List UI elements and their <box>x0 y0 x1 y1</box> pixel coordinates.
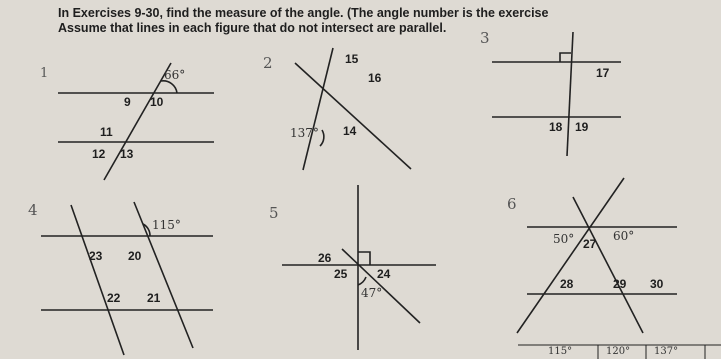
fig3-angle-19: 19 <box>575 120 589 134</box>
fig6-angle-28: 28 <box>560 277 574 291</box>
fig4-angle-21: 21 <box>147 291 161 305</box>
instructions-line-2: Assume that lines in each figure that do not intersect are parallel. <box>58 21 447 35</box>
fig1-angle-11: 11 <box>100 125 113 139</box>
fig5-right-angle-mark <box>358 252 370 265</box>
fig2-given-angle: 137° <box>290 126 319 140</box>
fig4-given-angle: 115° <box>152 218 181 232</box>
answer-value-3: 137° <box>654 346 679 357</box>
fig5-angle-26: 26 <box>318 251 332 265</box>
figure-6 <box>517 178 677 333</box>
fig4-transversal-left <box>71 205 124 355</box>
fig4-angle-22: 22 <box>107 291 121 305</box>
fig3-label: 3 <box>480 29 490 47</box>
fig6-transversal-a <box>573 197 643 333</box>
fig3-right-angle-mark <box>560 53 571 62</box>
fig5-angle-24: 24 <box>377 267 391 281</box>
fig2-label: 2 <box>263 54 273 72</box>
fig1-angle-9: 9 <box>124 95 131 109</box>
fig5-given-angle: 47° <box>361 286 383 300</box>
fig6-angle-27: 27 <box>583 237 597 251</box>
fig5-angle-arc <box>358 277 366 285</box>
fig6-label: 6 <box>507 195 517 213</box>
fig3-angle-17: 17 <box>596 66 610 80</box>
fig6-given-angle-60: 60° <box>613 229 635 243</box>
fig5-label: 5 <box>269 204 279 222</box>
instructions-line-1: In Exercises 9-30, find the measure of the angle. (The angle number is the exercise <box>58 6 549 20</box>
fig3-angle-18: 18 <box>549 120 563 134</box>
fig6-angle-29: 29 <box>613 277 627 291</box>
fig1-given-angle: 66° <box>164 68 186 82</box>
answer-value-1: 115° <box>548 346 573 357</box>
figure-2 <box>295 48 411 170</box>
fig4-angle-23: 23 <box>89 249 103 263</box>
fig6-angle-30: 30 <box>650 277 664 291</box>
fig2-line-a <box>303 48 333 170</box>
figure-5 <box>282 185 436 350</box>
fig1-angle-12: 12 <box>92 147 106 161</box>
fig1-angle-arc <box>161 81 177 93</box>
answer-strip <box>518 345 721 359</box>
fig1-angle-10: 10 <box>150 95 164 109</box>
fig2-angle-arc <box>320 130 324 146</box>
fig2-line-b <box>295 63 411 169</box>
fig4-label: 4 <box>28 201 38 219</box>
answer-value-2: 120° <box>606 346 631 357</box>
figure-1 <box>58 63 214 180</box>
fig2-angle-16: 16 <box>368 71 382 85</box>
fig1-angle-13: 13 <box>120 147 134 161</box>
figure-4 <box>41 202 213 355</box>
fig2-angle-15: 15 <box>345 52 359 66</box>
fig4-angle-20: 20 <box>128 249 142 263</box>
fig6-given-angle-50: 50° <box>553 232 575 246</box>
figure-3 <box>492 32 621 156</box>
fig3-transversal <box>567 32 573 156</box>
fig6-transversal-b <box>517 178 624 333</box>
fig2-angle-14: 14 <box>343 124 357 138</box>
fig5-angle-25: 25 <box>334 267 348 281</box>
fig1-label: 1 <box>40 66 49 81</box>
